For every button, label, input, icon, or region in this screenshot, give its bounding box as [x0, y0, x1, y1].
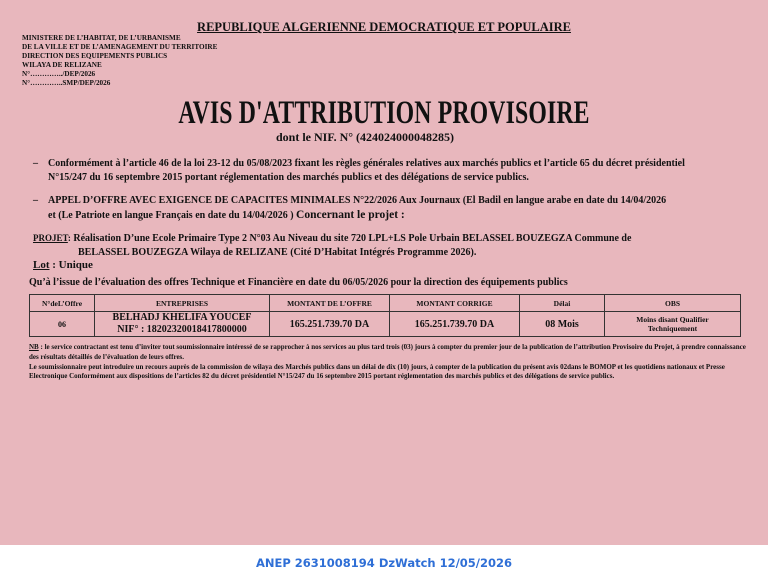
header-obs: OBS	[605, 295, 741, 312]
legal-basis-paragraph	[48, 157, 763, 185]
company-name: BELHADJ KHELIFA YOUCEF	[112, 312, 252, 323]
ministry-line: N°…………..SMP/DEP/2026	[22, 79, 111, 87]
evaluation-intro: Qu’à l’issue de l’évaluation des offres Technique et Financière en date du 06/05/2026 pour la direction des équipements publics	[29, 277, 568, 288]
nb-label: NB	[29, 343, 39, 351]
results-table	[29, 294, 741, 337]
republic-heading: REPUBLIQUE ALGERIENNE DEMOCRATIQUE ET POPULAIRE	[197, 20, 571, 34]
ministry-line: DIRECTION DES EQUIPEMENTS PUBLICS	[22, 52, 168, 60]
nb-text: : le service contractant est tenu d’inviter tout soumissionnaire intéressé de se rapprocher à nos services au plus tard trois (03) jours à compter du premier jour de la publication de l’attribution Provisoire du Projet, à prendre connaissance des résultats détaillés de l’évaluation de leurs offres.	[29, 343, 746, 361]
tender-journal-text: et (Le Patriote en langue Français en date du 14/04/2026 )	[48, 210, 294, 221]
ministry-line: MINISTERE DE L’HABITAT, DE L’URBANISME	[22, 34, 181, 42]
obs-line: Techniquement	[647, 324, 698, 333]
cell-offer-amount: 165.251.739.70 DA	[270, 312, 390, 337]
project-line-2: BELASSEL BOUZEGZA Wilaya de RELIZANE (Cité D’Habitat Intégrés Programme 2026).	[78, 247, 477, 258]
header-offer-number: N°deL’Offre	[30, 295, 95, 312]
notice-title: AVIS D'ATTRIBUTION PROVISOIRE	[178, 95, 590, 131]
table-header-row	[30, 295, 741, 312]
legal-basis-line: N°15/247 du 16 septembre 2015 portant réglementation des marchés publics et des délégations de service publics.	[48, 172, 529, 183]
tender-paragraph	[48, 194, 763, 223]
notes-block	[29, 343, 753, 382]
ministry-line: DE LA VILLE ET DE L’AMENAGEMENT DU TERRITOIRE	[22, 43, 218, 51]
cell-company	[95, 312, 270, 337]
cell-delay: 08 Mois	[520, 312, 605, 337]
lot-line	[33, 259, 93, 271]
lot-value: : Unique	[52, 259, 93, 271]
company-nif: NIF° : 18202320018417800000	[117, 324, 247, 335]
nif-line: dont le NIF. N° (424024000048285)	[276, 130, 455, 144]
header-companies: ENTREPRISES	[95, 295, 270, 312]
lot-label: Lot	[33, 259, 50, 271]
project-line	[33, 231, 758, 246]
cell-offer-number: 06	[30, 312, 95, 337]
anep-footer: ANEP 2631008194 DzWatch 12/05/2026	[255, 556, 513, 570]
header-offer-amount: MONTANT DE L’OFFRE	[270, 295, 390, 312]
project-label: PROJET	[33, 233, 68, 243]
ministry-block	[22, 34, 217, 88]
tender-line	[48, 208, 763, 223]
nb-note	[29, 343, 753, 363]
obs-line: Moins disant Qualifier	[636, 315, 709, 324]
legal-basis-line: Conformément à l’article 46 de la loi 23-12 du 05/08/2023 fixant les règles générales relatives aux marchés publics et l’article 65 du décret présidentiel	[48, 158, 685, 169]
appeal-note: Le soumissionnaire peut introduire un recours auprès de la commission de wilaya des Marchés publics dans un délai de dix (10) jours, à compter de la publication du présent avis 02dans le BOMOP et les quotidiens nationaux et Presse Electronique Conformément aux dispositions de l’articles 82 du décret présidentiel N°15/247 du 16 septembre 2015 portant réglementation des marchés publics et des délégations de service publics.	[29, 362, 725, 381]
cell-obs	[605, 312, 741, 337]
ministry-line: N°…………../DEP/2026	[22, 70, 96, 78]
project-block	[33, 231, 758, 260]
tender-line: APPEL D’OFFRE AVEC EXIGENCE DE CAPACITES MINIMALES N°22/2026 Aux Journaux (El Badil en langue arabe en date du 14/04/2026	[48, 195, 667, 206]
project-text: Réalisation D’une Ecole Primaire Type 2 N°03 Au Niveau du site 720 LPL+LS Pole Urbain BELASSEL BOUZEGZA Commune de	[73, 233, 632, 244]
cell-corrected-amount: 165.251.739.70 DA	[390, 312, 520, 337]
header-corrected-amount: MONTANT CORRIGE	[390, 295, 520, 312]
concern-label: Concernant le projet :	[296, 209, 405, 221]
project-colon: :	[67, 233, 71, 243]
header-delay: Délai	[520, 295, 605, 312]
bullet-dash: –	[33, 195, 38, 206]
bullet-dash: –	[33, 158, 38, 169]
ministry-line: WILAYA DE RELIZANE	[22, 61, 102, 69]
table-row	[30, 312, 741, 337]
